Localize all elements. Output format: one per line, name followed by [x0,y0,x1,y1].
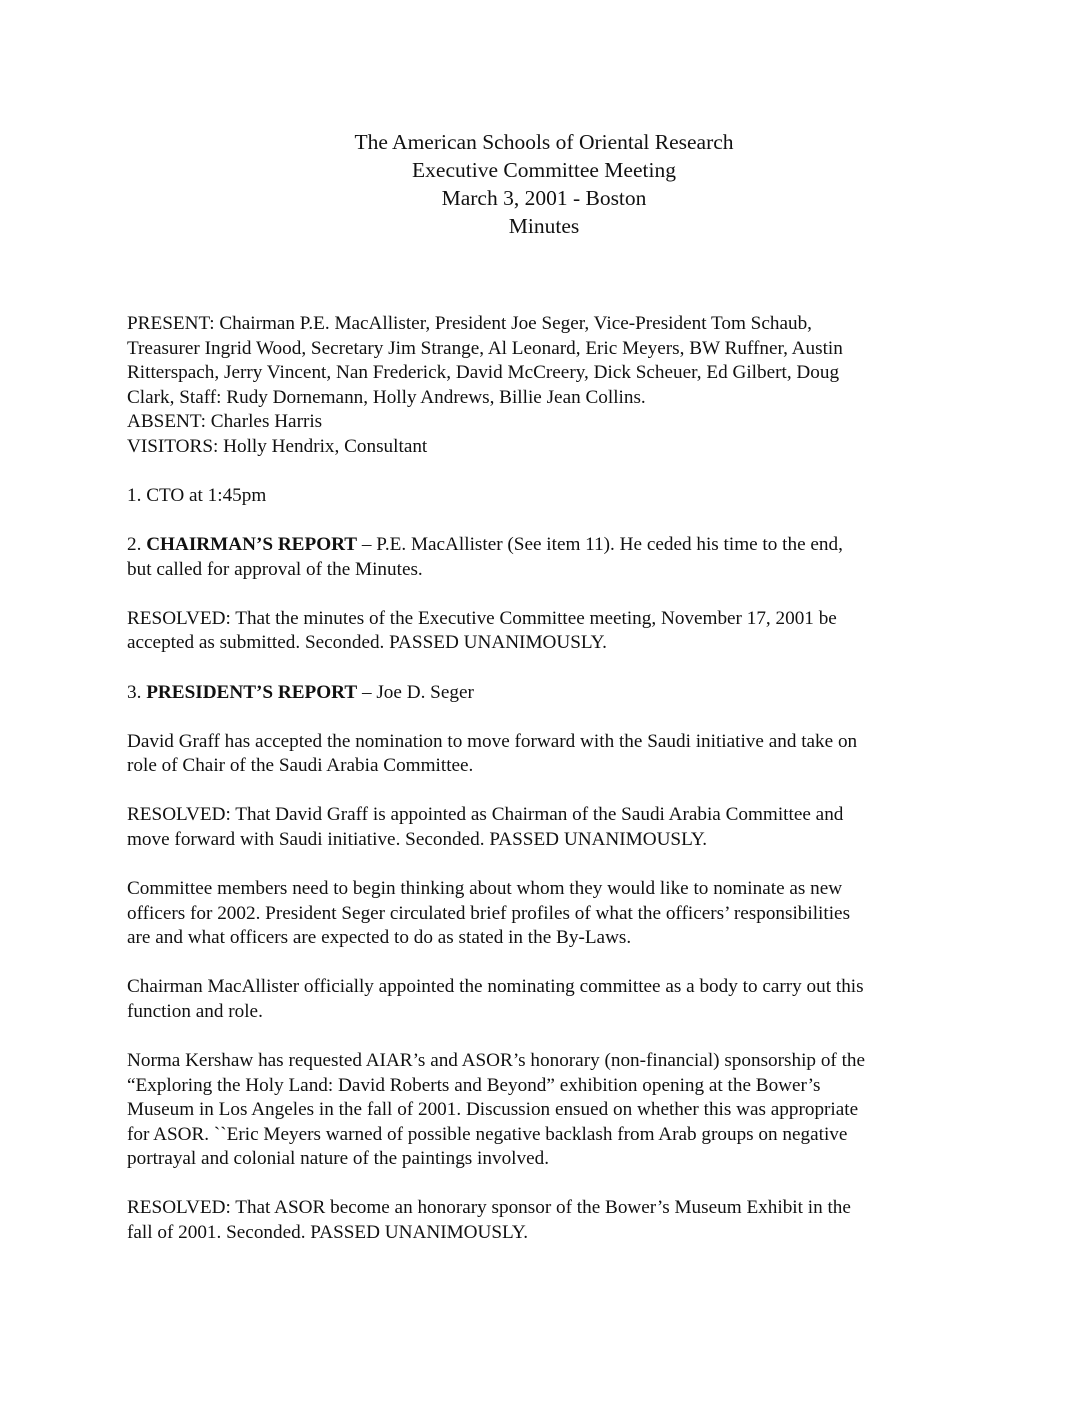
item-presidents-report [127,681,957,706]
paragraph-line: Committee members need to begin thinking about whom they would like to nominate as new [127,878,843,899]
item-call-to-order: 1. CTO at 1:45pm [127,485,267,507]
paragraph-line: RESOLVED: That the minutes of the Executive Committee meeting, November 17, 2001 be [127,607,837,629]
paragraph-graff-nomination [127,730,957,779]
organization-title: The American Schools of Oriental Research [354,130,734,154]
paragraph-line: Norma Kershaw has requested AIAR’s and ASOR’s honorary (non-financial) sponsorship of the [127,1049,866,1071]
minutes-body [127,312,957,1246]
paragraph-line: move forward with Saudi initiative. Seconded. PASSED UNANIMOUSLY. [127,828,708,850]
resolution-bowers-exhibit [127,1196,957,1245]
present-line: PRESENT: Chairman P.E. MacAllister, President Joe Seger, Vice-President Tom Schaub, [127,313,812,334]
meeting-title: Executive Committee Meeting [412,158,676,182]
paragraph-kershaw-sponsorship [127,1049,957,1172]
present-line: Treasurer Ingrid Wood, Secretary Jim Strange, Al Leonard, Eric Meyers, BW Ruffner, Austin [127,337,843,359]
item-number: 3. [127,681,147,703]
present-line: Clark, Staff: Rudy Dornemann, Holly Andrews, Billie Jean Collins. [127,386,646,408]
paragraph-line: fall of 2001. Seconded. PASSED UNANIMOUSLY. [127,1222,529,1244]
paragraph-line: David Graff has accepted the nomination to move forward with the Saudi initiative and take on [127,730,858,752]
paragraph-line: portrayal and colonial nature of the paintings involved. [127,1148,550,1170]
section-text: – P.E. MacAllister (See item 11). He ceded his time to the end, [357,534,843,556]
paragraph-line: officers for 2002. President Seger circulated brief profiles of what the officers’ responsibilities [127,902,851,924]
paragraph-line: RESOLVED: That David Graff is appointed as Chairman of the Saudi Arabia Committee and [127,804,844,826]
paragraph-line: role of Chair of the Saudi Arabia Committee. [127,755,474,777]
section-heading: PRESIDENT’S REPORT [146,681,358,703]
document-header [0,128,1088,240]
paragraph-line: for ASOR. ``Eric Meyers warned of possible negative backlash from Arab groups on negative [127,1123,848,1145]
section-text: but called for approval of the Minutes. [127,558,423,580]
item-number: 2. [127,534,147,556]
paragraph-line: accepted as submitted. Seconded. PASSED UNANIMOUSLY. [127,632,607,654]
paragraph-line: function and role. [127,1000,263,1022]
paragraph-line: RESOLVED: That ASOR become an honorary sponsor of the Bower’s Museum Exhibit in the [127,1197,851,1219]
paragraph-new-officers [127,877,957,951]
item-chairmans-report [127,533,957,582]
resolution-minutes [127,607,957,656]
section-text: – Joe D. Seger [357,681,474,703]
absent-line: ABSENT: Charles Harris [127,411,323,433]
paragraph-nominating-committee [127,975,957,1024]
visitors-line: VISITORS: Holly Hendrix, Consultant [127,435,428,457]
section-heading: CHAIRMAN’S REPORT [146,534,358,556]
paragraph-line: Chairman MacAllister officially appointed the nominating committee as a body to carry out this [127,976,864,998]
document-type: Minutes [508,214,580,238]
attendance-block [127,312,957,460]
paragraph-line: Museum in Los Angeles in the fall of 2001. Discussion ensued on whether this was appropriate [127,1099,859,1121]
meeting-date-location: March 3, 2001 - Boston [441,186,647,210]
present-line: Ritterspach, Jerry Vincent, Nan Frederick, David McCreery, Dick Scheuer, Ed Gilbert, Doug [127,362,840,384]
paragraph-line: are and what officers are expected to do as stated in the By-Laws. [127,927,632,949]
resolution-saudi-committee [127,803,957,852]
paragraph-line: “Exploring the Holy Land: David Roberts and Beyond” exhibition opening at the Bower’s [127,1074,821,1096]
